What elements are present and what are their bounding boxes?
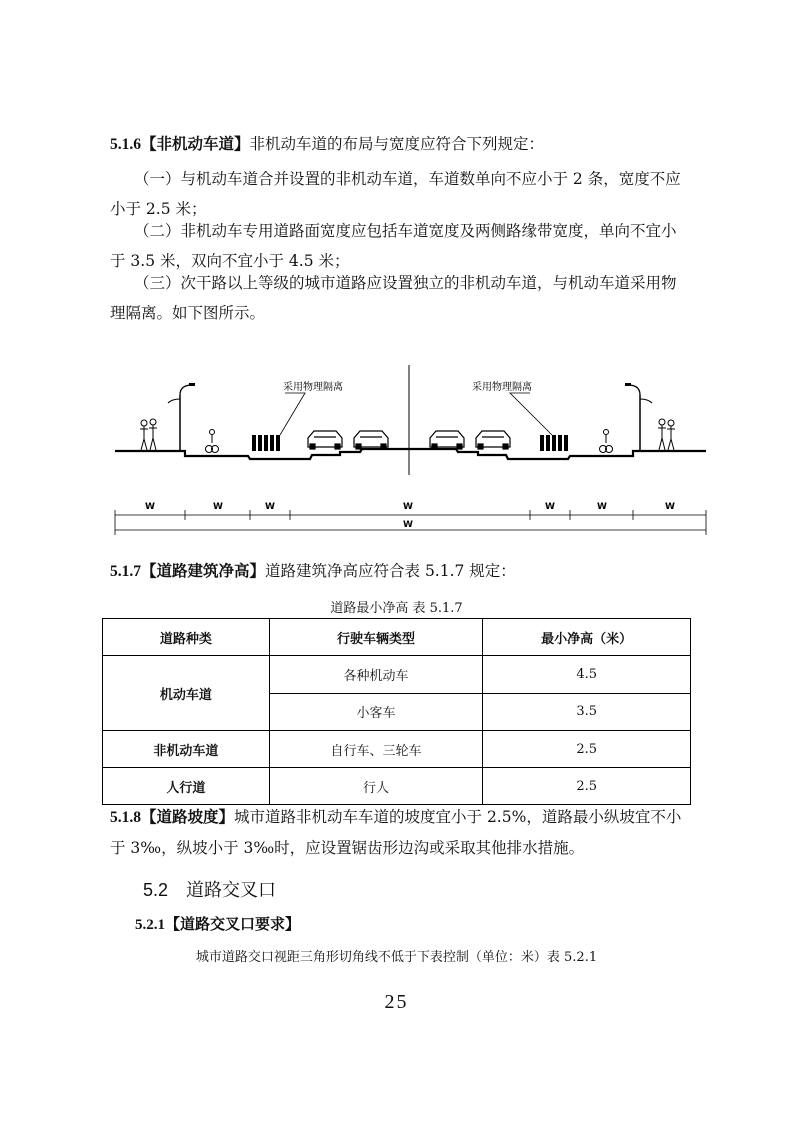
clause-5-1-6-item-3: （三）次干路以上等级的城市道路应设置独立的非机动车道，与机动车道采用物理隔离。如下图所示。 [110, 274, 677, 322]
clause-number: 5.2.1 [135, 917, 165, 933]
clause-5-1-6-heading [110, 129, 690, 160]
dim-w-6: W [597, 502, 607, 512]
dim-w-7: W [665, 502, 675, 512]
table-header-row [103, 619, 691, 656]
table-cell-height: 3.5 [483, 693, 691, 731]
cyclist-icon [600, 430, 613, 453]
road-profile-line [115, 449, 706, 459]
section-5-2-title [143, 876, 276, 902]
clause-title: 【道路坡度】 [141, 808, 235, 826]
street-lamp-icon [168, 383, 195, 451]
cyclist-icon [206, 430, 219, 453]
dim-w-2: W [213, 502, 223, 512]
pedestrian-icon [658, 419, 675, 450]
dim-w-1: W [145, 502, 155, 512]
clause-5-1-6-item-1: （一）与机动车道合并设置的非机动车道，车道数单向不应小于 2 条，宽度不应小于 2.5 米； [110, 170, 681, 218]
table-header-cell: 最小净高（米） [483, 619, 691, 656]
table-row [103, 656, 691, 694]
dim-w-3: W [265, 502, 275, 512]
clause-title: 【道路交叉口要求】 [165, 915, 301, 933]
car-icon [476, 431, 510, 449]
hedge-separator-icon [252, 435, 280, 451]
clause-number: 5.1.7 [110, 563, 141, 580]
dim-w-total: W [403, 520, 413, 530]
table-cell-category: 人行道 [103, 768, 270, 805]
clause-5-1-6-item-2: （二）非机动车专用道路面宽度应包括车道宽度及两侧路缘带宽度，单向不宜小于 3.5 米，双向不宜小于 4.5 米； [110, 222, 677, 270]
table-row [103, 731, 691, 768]
table-cell-height: 2.5 [483, 768, 691, 805]
separation-label-left: 采用物理隔离 [283, 382, 343, 393]
clause-text: 城市道路非机动车车道的坡度宜小于 2.5%，道路最小纵坡宜不小于 3‰，纵坡小于 3‰时，应设置锯齿形边沟或采取其他排水措施。 [110, 808, 682, 857]
clause-number: 5.1.8 [110, 809, 141, 826]
table-row [103, 768, 691, 805]
dim-w-5: W [545, 502, 555, 512]
table-cell-vehicle: 行人 [269, 768, 483, 805]
table-header-cell: 行驶车辆类型 [269, 619, 483, 656]
separation-label-right: 采用物理隔离 [472, 382, 532, 393]
car-icon [430, 431, 464, 449]
hedge-separator-icon [540, 435, 568, 451]
car-icon [308, 431, 342, 449]
clause-title: 【非机动车道】 [141, 135, 250, 153]
clause-5-1-8 [110, 802, 690, 863]
table-cell-vehicle: 小客车 [269, 693, 483, 731]
clause-title: 【道路建筑净高】 [141, 562, 266, 580]
clause-5-2-1-heading [135, 913, 300, 934]
dim-w-4: W [403, 502, 413, 512]
clause-5-1-7-heading [110, 556, 690, 587]
car-icon [354, 431, 388, 449]
clause-number: 5.1.6 [110, 136, 141, 153]
clearance-table [102, 618, 691, 805]
table-cell-vehicle: 各种机动车 [269, 656, 483, 694]
table-header-cell: 道路种类 [103, 619, 270, 656]
road-cross-section-diagram [100, 355, 710, 540]
table-cell-category: 非机动车道 [103, 731, 270, 768]
table-cell-vehicle: 自行车、三轮车 [269, 731, 483, 768]
section-number: 5.2 [143, 880, 169, 900]
table-5-2-1-caption: 城市道路交口视距三角形切角线不低于下表控制（单位：米）表 5.2.1 [195, 950, 598, 965]
street-lamp-icon [625, 383, 652, 451]
table-cell-category: 机动车道 [103, 656, 270, 731]
clause-text: 道路建筑净高应符合表 5.1.7 规定： [265, 562, 516, 580]
page-number: 25 [384, 991, 409, 1013]
clause-text: 非机动车道的布局与宽度应符合下列规定： [249, 135, 545, 153]
pedestrian-icon [140, 419, 157, 450]
table-cell-height: 4.5 [483, 656, 691, 694]
table-cell-height: 2.5 [483, 731, 691, 768]
section-title-text: 道路交叉口 [186, 880, 277, 901]
table-caption: 道路最小净高 表 5.1.7 [330, 601, 463, 616]
